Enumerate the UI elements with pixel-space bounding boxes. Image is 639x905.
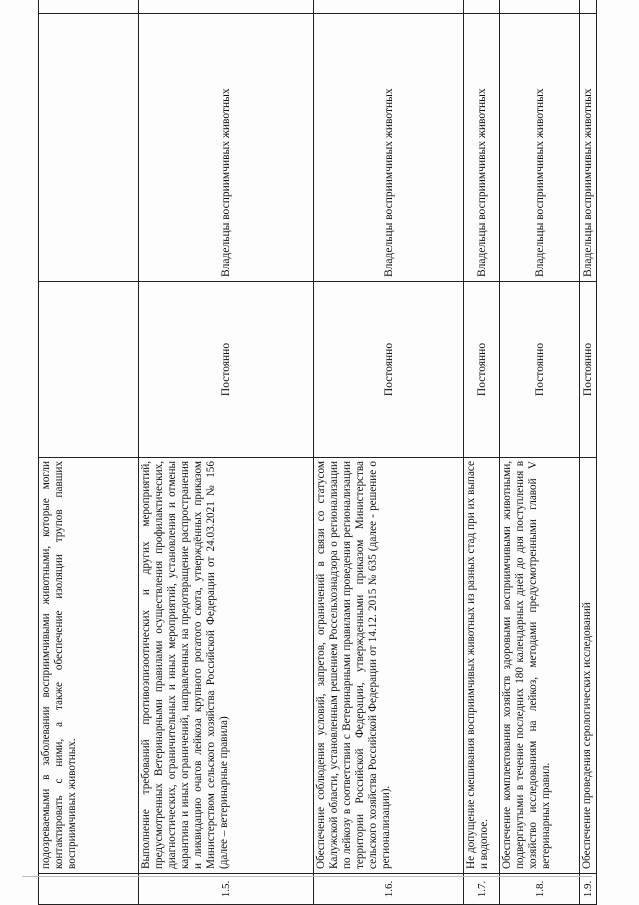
- empty-cell: [500, 0, 580, 14]
- responsible-cell: [39, 14, 139, 282]
- row-number: 1.6.: [314, 874, 464, 905]
- deadline-cell: Постоянно: [314, 282, 464, 458]
- measure-text: Обеспечение комплектования хозяйств здоровыми восприимчивыми животными, подвергнутыми в течение последних 180 календарных дней до дня поступления в хозяйство исследованиям на лейкоз, методами предусмотренными главой V ветеринарных правил.: [500, 458, 580, 874]
- measure-text: Выполнение требований противоэпизоотических и других мероприятий, предусмотренных Ветеринарными правилами осуществления профилактических, диагностических, ограничительных и иных мероприятий, установления и отмены карантина и иных ограничений, направленных на предотвращение распространения и ликвидацию очагов лейкоза крупного рогатого скота, утверждённых приказом Министерством сельского хозяйства Российской Федерации от 24.03.2021 № 156 (далее – ветеринарные правила): [139, 458, 314, 874]
- measure-text: подозреваемыми в заболевании восприимчивыми животными, которые могли контактировать с ними, а также обеспечение изоляции трупов павших восприимчивых животных.: [39, 458, 139, 874]
- table-row: [139, 0, 314, 905]
- measure-text: Не допущение смешивания восприимчивых животных из разных стад при их выпасе и водопое.: [464, 458, 500, 874]
- table-row: [39, 0, 139, 905]
- responsible-cell: Владельцы восприимчивых животных: [314, 14, 464, 282]
- table-row: [500, 0, 580, 905]
- row-number: [39, 874, 139, 905]
- table-row: [464, 0, 500, 905]
- measure-text: Обеспечение проведения серологических исследований: [580, 458, 597, 874]
- table-row: [580, 0, 597, 905]
- table-row: [314, 0, 464, 905]
- empty-cell: [580, 0, 597, 14]
- deadline-cell: Постоянно: [580, 282, 597, 458]
- responsible-cell: Владельцы восприимчивых животных: [139, 14, 314, 282]
- scan-edge-line: [22, 876, 592, 877]
- deadline-cell: Постоянно: [139, 282, 314, 458]
- empty-cell: [39, 0, 139, 14]
- deadline-cell: Постоянно: [500, 282, 580, 458]
- empty-cell: [464, 0, 500, 14]
- responsible-cell: Владельцы восприимчивых животных: [500, 14, 580, 282]
- measures-table: [38, 0, 597, 905]
- responsible-cell: Владельцы восприимчивых животных: [464, 14, 500, 282]
- row-number: 1.7.: [464, 874, 500, 905]
- responsible-cell: Владельцы восприимчивых животных: [580, 14, 597, 282]
- row-number: 1.9.: [580, 874, 597, 905]
- row-number: 1.8.: [500, 874, 580, 905]
- empty-cell: [314, 0, 464, 14]
- row-number: 1.5.: [139, 874, 314, 905]
- empty-cell: [139, 0, 314, 14]
- deadline-cell: Постоянно: [464, 282, 500, 458]
- deadline-cell: [39, 282, 139, 458]
- measure-text: Обеспечение соблюдения условий, запретов, ограничений в связи со статусом Калужской области, установленным решением Россельхознадзора о регионализации по лейкозу в соответствии с Ветеринарными правилами проведения регионализации территории Российской Федерации, утвержденными приказом Министерства сельского хозяйства Российской Федерации от 14.12. 2015 № 635 (далее - решение о регионализации).: [314, 458, 464, 874]
